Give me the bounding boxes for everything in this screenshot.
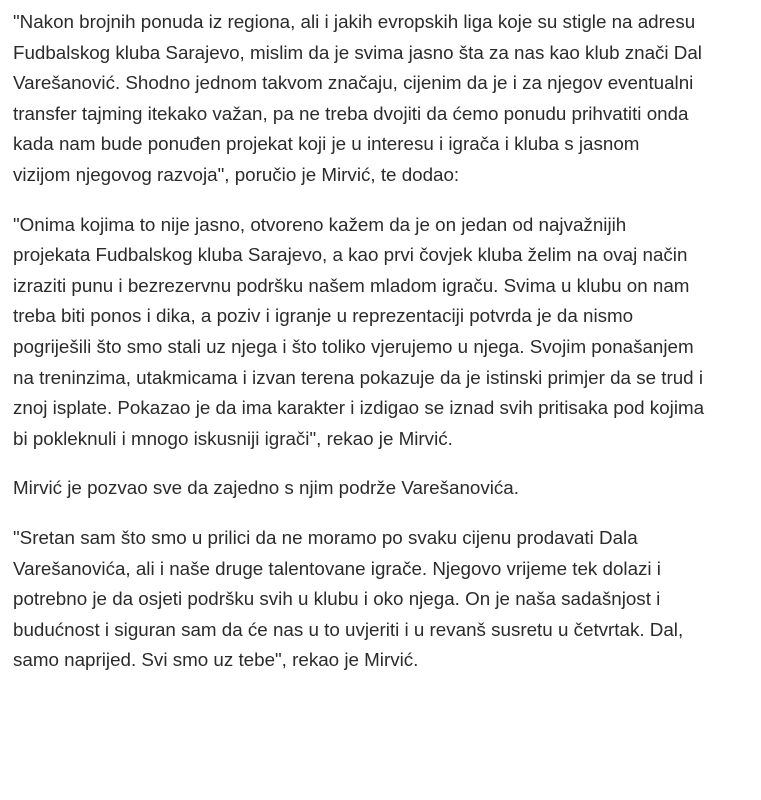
text-line: projekata Fudbalskog kluba Sarajevo, a kao prvi čovjek kluba želim na ovaj način — [13, 244, 688, 266]
paragraph-support-quote — [13, 203, 761, 455]
text-line: "Sretan sam što smo u prilici da ne moramo po svaku cijenu prodavati Dala — [13, 526, 638, 548]
text-line: znoj isplate. Pokazao je da ima karakter i izdigao se iznad svih pritisaka pod kojima — [13, 397, 705, 419]
text-line: treba biti ponos i dika, a poziv i igranje u reprezentaciji potvrda je da nismo — [13, 305, 634, 327]
text-line: budućnost i siguran sam da će nas u to uvjeriti i u revanš susretu u četvrtak. Dal, — [13, 618, 684, 640]
paragraph-final-quote — [13, 516, 761, 676]
paragraph-call-to-support — [13, 466, 761, 504]
text-line: izraziti punu i bezrezervnu podršku našem mladom igraču. Svima u klubu on nam — [13, 274, 690, 296]
text-line: samo naprijed. Svi smo uz tebe", rekao je Mirvić. — [13, 649, 419, 671]
text-line: kada nam bude ponuđen projekat koji je u interesu i igrača i kluba s jasnom — [13, 133, 640, 155]
text-line: "Nakon brojnih ponuda iz regiona, ali i jakih evropskih liga koje su stigle na adresu — [13, 11, 696, 32]
text-line: "Onima kojima to nije jasno, otvoreno kažem da je on jedan od najvažnijih — [13, 213, 627, 235]
text-line: transfer tajming itekako važan, pa ne treba dvojiti da ćemo ponudu prihvatiti onda — [13, 102, 689, 124]
paragraph-transfer-quote — [13, 0, 761, 191]
text-line: Varešanović. Shodno jednom takvom značaju, cijenim da je i za njegov eventualni — [13, 72, 694, 94]
text-line: bi pokleknuli i mnogo iskusniji igrači", rekao je Mirvić. — [13, 427, 453, 449]
text-line: vizijom njegovog razvoja", poručio je Mirvić, te dodao: — [13, 163, 460, 185]
text-line: Mirvić je pozvao sve da zajedno s njim podrže Varešanovića. — [13, 477, 519, 499]
text-line: pogriješili što smo stali uz njega i što toliko vjerujemo u njega. Svojim ponašanjem — [13, 335, 694, 357]
text-line: Varešanovića, ali i naše druge talentovane igrače. Njegovo vrijeme tek dolazi i — [13, 557, 661, 579]
text-line: potrebno je da osjeti podršku svih u klubu i oko njega. On je naša sadašnjost i — [13, 588, 661, 610]
text-line: Fudbalskog kluba Sarajevo, mislim da je svima jasno šta za nas kao klub znači Dal — [13, 41, 702, 63]
text-line: na treninzima, utakmicama i izvan terena pokazuje da je istinski primjer da se trud i — [13, 366, 703, 388]
